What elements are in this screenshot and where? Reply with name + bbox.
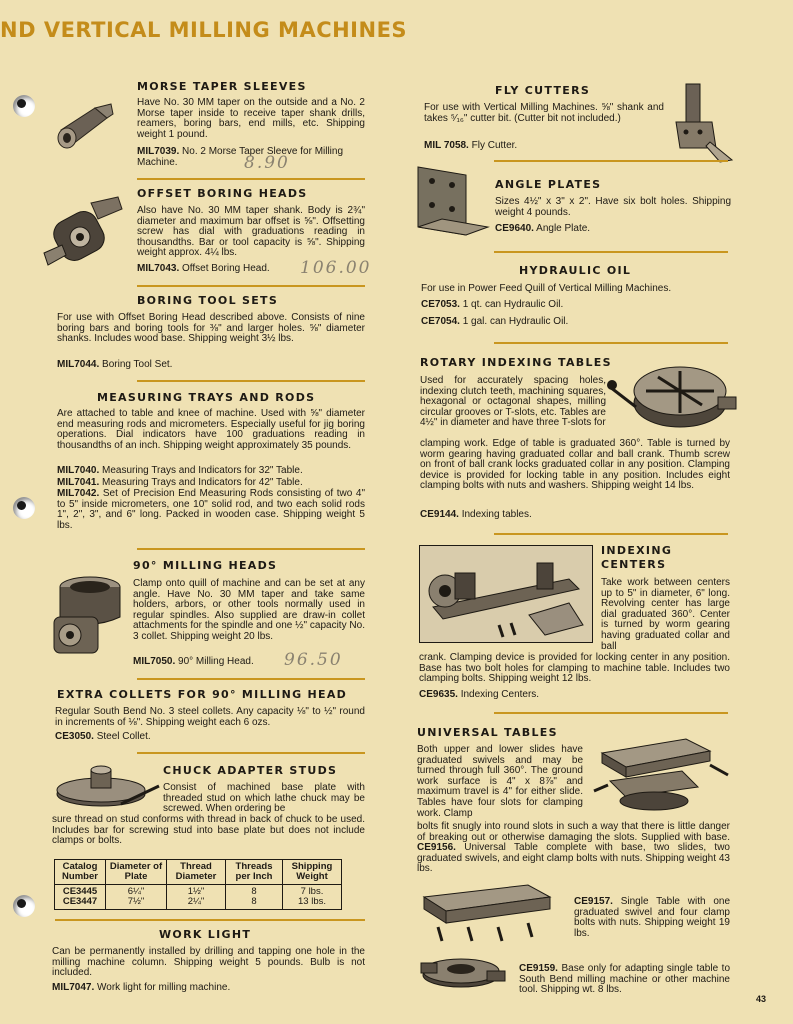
- universal-text: Universal Table complete with base, two slides, two graduated swivels, and eight clamp bolts with nuts. Shipping weight 43 lbs.: [417, 842, 730, 875]
- rotary-table-photo: [606, 357, 742, 442]
- section-divider: [137, 380, 365, 382]
- table-cell: 1½": [167, 885, 226, 898]
- heads-item: [133, 656, 254, 667]
- handwritten-price: 8.90: [244, 153, 290, 173]
- binder-hole: [13, 95, 35, 117]
- page-number: 43: [756, 994, 767, 1004]
- collets-body: Regular South Bend No. 3 steel collets. Any capacity ⅛" to ½" round in increments of ⅛". Shipping weight each 6 ozs.: [55, 706, 365, 728]
- centers-body-continued: crank. Clamping device is provided for locking center in any position. Base has two bolt holes for clamping to machine table. Includes two clamping bolts. Shipping weight 12 lbs.: [419, 652, 730, 685]
- section-divider: [494, 342, 728, 344]
- catalog-code: CE7054.: [421, 316, 460, 327]
- worklight-body: Can be permanently installed by drilling and tapping one hole in the milling machine column. Shipping weight 5 pounds. Bulb is not included.: [52, 946, 365, 979]
- item-desc: 1 qt. can Hydraulic Oil.: [462, 299, 564, 310]
- item-desc: Measuring Trays and Indicators for 32" Table.: [102, 465, 303, 476]
- boring-heading: BORING TOOL SETS: [137, 294, 279, 307]
- catalog-code: CE7053.: [421, 299, 460, 310]
- item-desc: Indexing Centers.: [460, 689, 540, 700]
- angle-heading: ANGLE PLATES: [495, 178, 602, 191]
- catalog-code: CE9144.: [420, 509, 459, 520]
- trays-body: Are attached to table and knee of machine. Used with ⅝" diameter end measuring rods and micrometers. Especially useful for jig boring operations. Dial indicators have 100 graduations reading in thousandths of an inch. Shipping weight approximately 35 pounds.: [57, 408, 365, 451]
- single-table-photo: [418, 883, 556, 950]
- page-title: ND VERTICAL MILLING MACHINES: [0, 18, 408, 42]
- table-cell: 8: [226, 897, 283, 910]
- offset-heading: OFFSET BORING HEADS: [137, 187, 308, 200]
- section-divider: [137, 548, 365, 550]
- worklight-item: [52, 982, 230, 993]
- oil-item: [421, 299, 563, 310]
- section-divider: [55, 919, 365, 921]
- item-desc: 1 gal. can Hydraulic Oil.: [462, 316, 569, 327]
- catalog-code: CE9156.: [417, 842, 456, 854]
- angle-plate-photo: [416, 165, 490, 248]
- morse-taper-sleeve-photo: [55, 100, 115, 160]
- fly-cutter-photo: [670, 82, 734, 169]
- table-header: Shipping Weight: [283, 860, 342, 885]
- table-row: [55, 897, 342, 910]
- catalog-code: MIL7042.: [57, 488, 100, 499]
- trays-items: [57, 465, 365, 531]
- table-cell: 7½": [106, 897, 167, 910]
- binder-hole: [13, 895, 35, 917]
- rotary-body: Used for accurately spacing holes, indexing clutch teeth, machining squares, hexagonal or octagonal shapes, milling circular grooves or T-slots, etc. Tables are 4½" in diameter and have three T-slots for: [420, 375, 606, 429]
- trays-heading: MEASURING TRAYS AND RODS: [97, 391, 316, 404]
- section-divider: [137, 178, 365, 180]
- offset-body: Also have No. 30 MM taper shank. Body is 2¾" diameter and maximum bar offset is ⅝". Offsetting screw has dial with graduations reading in thousandths. Bar or tool capacity is ⅝". Shipping weight approx. 4¼ lbs.: [137, 205, 365, 259]
- indexing-centers-photo: [419, 545, 593, 648]
- section-divider: [137, 285, 365, 287]
- table-cell: CE3445: [55, 885, 106, 898]
- item-desc: Steel Collet.: [96, 731, 151, 742]
- catalog-code: MIL7050.: [133, 656, 176, 667]
- handwritten-price: 96.50: [284, 650, 343, 670]
- angle-item: [495, 223, 590, 234]
- item-desc: Base only for adapting single table to South Bend milling machine or other machine tool. Shipping wt. 8 lbs.: [519, 963, 731, 996]
- catalog-code: CE9635.: [419, 689, 458, 700]
- catalog-code: CE9157.: [574, 896, 613, 907]
- oil-body: For use in Power Feed Quill of Vertical Milling Machines.: [421, 283, 672, 294]
- catalog-code: MIL7040.: [57, 465, 100, 476]
- trays-item: [57, 477, 365, 488]
- catalog-code: MIL7041.: [57, 477, 100, 488]
- chuck-heading: CHUCK ADAPTER STUDS: [163, 764, 338, 777]
- catalog-code: MIL7043.: [137, 263, 180, 274]
- table-header: Threads per Inch: [226, 860, 283, 885]
- rotary-item: [420, 509, 532, 520]
- centers-heading-line2: CENTERS: [601, 558, 667, 571]
- universal-table-photo: [586, 735, 730, 818]
- rotary-body-continued: clamping work. Edge of table is graduated 360°. Table is turned by worm gearing having graduated collar and ball crank. Thumb screw on front of ball crank locks graduated collar in any position. Clamping device is provided for locking table in any position. Includes eight clamping bolts with nuts and washers. Shipping weight 14 lbs.: [420, 438, 730, 492]
- angle-body: Sizes 4½" x 3" x 2". Have six bolt holes. Shipping weight 4 pounds.: [495, 196, 731, 218]
- heads-heading: 90° MILLING HEADS: [133, 559, 278, 572]
- single-table-item: [574, 897, 730, 939]
- item-desc: 90° Milling Head.: [178, 656, 254, 667]
- chuck-spec-table: [54, 859, 342, 910]
- centers-heading-line1: INDEXING: [601, 544, 673, 557]
- table-header: Thread Diameter: [167, 860, 226, 885]
- section-divider: [494, 533, 728, 535]
- item-desc: Boring Tool Set.: [102, 359, 173, 370]
- catalog-code: CE9640.: [495, 223, 534, 234]
- trays-item: [57, 489, 365, 531]
- boring-item: [57, 359, 172, 370]
- item-desc: Measuring Trays and Indicators for 42" Table.: [102, 477, 303, 488]
- table-cell: 6¼": [106, 885, 167, 898]
- table-cell: 8: [226, 885, 283, 898]
- heads-body: Clamp onto quill of machine and can be set at any angle. Have No. 30 MM taper and take same holders, arbors, or other tools normally used in regular spindles. Also supplied are draw-in collet attachments for the spindle and one ½" capacity No. 3 collet. Shipping weight 20 lbs.: [133, 578, 365, 642]
- base-photo: [419, 951, 509, 996]
- table-cell: 7 lbs.: [283, 885, 342, 898]
- chuck-body-continued: sure thread on stud conforms with thread in back of chuck to be used. Includes bar for screwing stud into base plate but does not include clamps or bolts.: [52, 814, 365, 847]
- item-desc: Indexing tables.: [461, 509, 532, 520]
- item-desc: Fly Cutter.: [471, 140, 518, 151]
- table-header: Diameter of Plate: [106, 860, 167, 885]
- section-divider: [494, 712, 728, 714]
- section-divider: [137, 678, 365, 680]
- section-divider: [494, 251, 728, 253]
- fly-heading: FLY CUTTERS: [495, 84, 591, 97]
- fly-item: [424, 140, 517, 151]
- centers-body: Take work between centers up to 5" in diameter, 6" long. Revolving center has large dial graduated 360°. Center is turned by worm gearing having graduated collar and ball: [601, 577, 730, 652]
- item-desc: Single Table with one graduated swivel and four clamp bolts with nuts. Shipping weight 19 lbs.: [574, 896, 731, 939]
- chuck-adapter-photo: [55, 764, 161, 815]
- morse-body: Have No. 30 MM taper on the outside and a No. 2 Morse taper inside to receive taper shank drills, reamers, boring bars, end mills, etc. Shipping weight 1 pound.: [137, 97, 365, 140]
- item-desc: Angle Plate.: [536, 223, 591, 234]
- table-cell: 2¼": [167, 897, 226, 910]
- catalog-code: MIL7044.: [57, 359, 100, 370]
- offset-boring-head-photo: [36, 195, 128, 280]
- catalog-code: MIL 7058.: [424, 140, 469, 151]
- trays-item: [57, 465, 365, 476]
- item-desc: Work light for milling machine.: [97, 982, 231, 993]
- item-desc: Set of Precision End Measuring Rods consisting of two 4" to 5" inside micrometers, one 10" solid rod, and two each solid rods 1", 2", 3", and 6" long. Packed in wooden case. Shipping weight 5 lbs.: [57, 488, 366, 531]
- item-desc: No. 2 Morse Taper Sleeve for Milling Machine.: [137, 146, 344, 168]
- oil-item: [421, 316, 568, 327]
- oil-heading: HYDRAULIC OIL: [519, 264, 632, 277]
- section-divider: [137, 752, 365, 754]
- centers-item: [419, 689, 539, 700]
- boring-body: For use with Offset Boring Head described above. Consists of nine boring bars and boring tools for ⅜" and larger holes. ⅝" diameter shanks. Includes wood base. Shipping weight 3½ lbs.: [57, 312, 365, 345]
- collets-item: [55, 731, 151, 742]
- table-header: Catalog Number: [55, 860, 106, 885]
- binder-hole: [13, 497, 35, 519]
- worklight-heading: WORK LIGHT: [159, 928, 252, 941]
- section-divider: [494, 160, 728, 162]
- catalog-code: MIL7047.: [52, 982, 95, 993]
- item-desc: Offset Boring Head.: [182, 263, 270, 274]
- milling-head-photo: [50, 573, 126, 662]
- fly-body: For use with Vertical Milling Machines. ⅝" shank and takes ⁵⁄₁₆" cutter bit. (Cutter bit not included.): [424, 102, 664, 124]
- table-cell: 13 lbs.: [283, 897, 342, 910]
- table-cell: CE3447: [55, 897, 106, 910]
- handwritten-price: 106.00: [300, 258, 372, 278]
- universal-body: Both upper and lower slides have graduated swivels and may be turned through full 360°. The ground work surface is 4" x 8⅞" and maximum travel is 4" for either slide. Tables have four slots for clamping work. Clamp: [417, 744, 583, 819]
- catalog-code: MIL7039.: [137, 146, 180, 157]
- morse-heading: MORSE TAPER SLEEVES: [137, 80, 307, 93]
- universal-heading: UNIVERSAL TABLES: [417, 726, 558, 739]
- offset-item: [137, 263, 270, 274]
- collets-heading: EXTRA COLLETS FOR 90° MILLING HEAD: [57, 688, 348, 701]
- universal-body-continued: [417, 822, 730, 875]
- chuck-body: Consist of machined base plate with threaded stud on which lathe chuck may be screwed. When ordering be: [163, 782, 365, 815]
- universal-text: bolts fit snugly into round slots in such a way that there is little danger of breaking out or otherwise damaging the slots. Supplied with base.: [417, 821, 730, 843]
- catalog-code: CE9159.: [519, 963, 558, 974]
- catalog-code: CE3050.: [55, 731, 94, 742]
- base-item: [519, 964, 730, 996]
- rotary-heading: ROTARY INDEXING TABLES: [420, 356, 612, 369]
